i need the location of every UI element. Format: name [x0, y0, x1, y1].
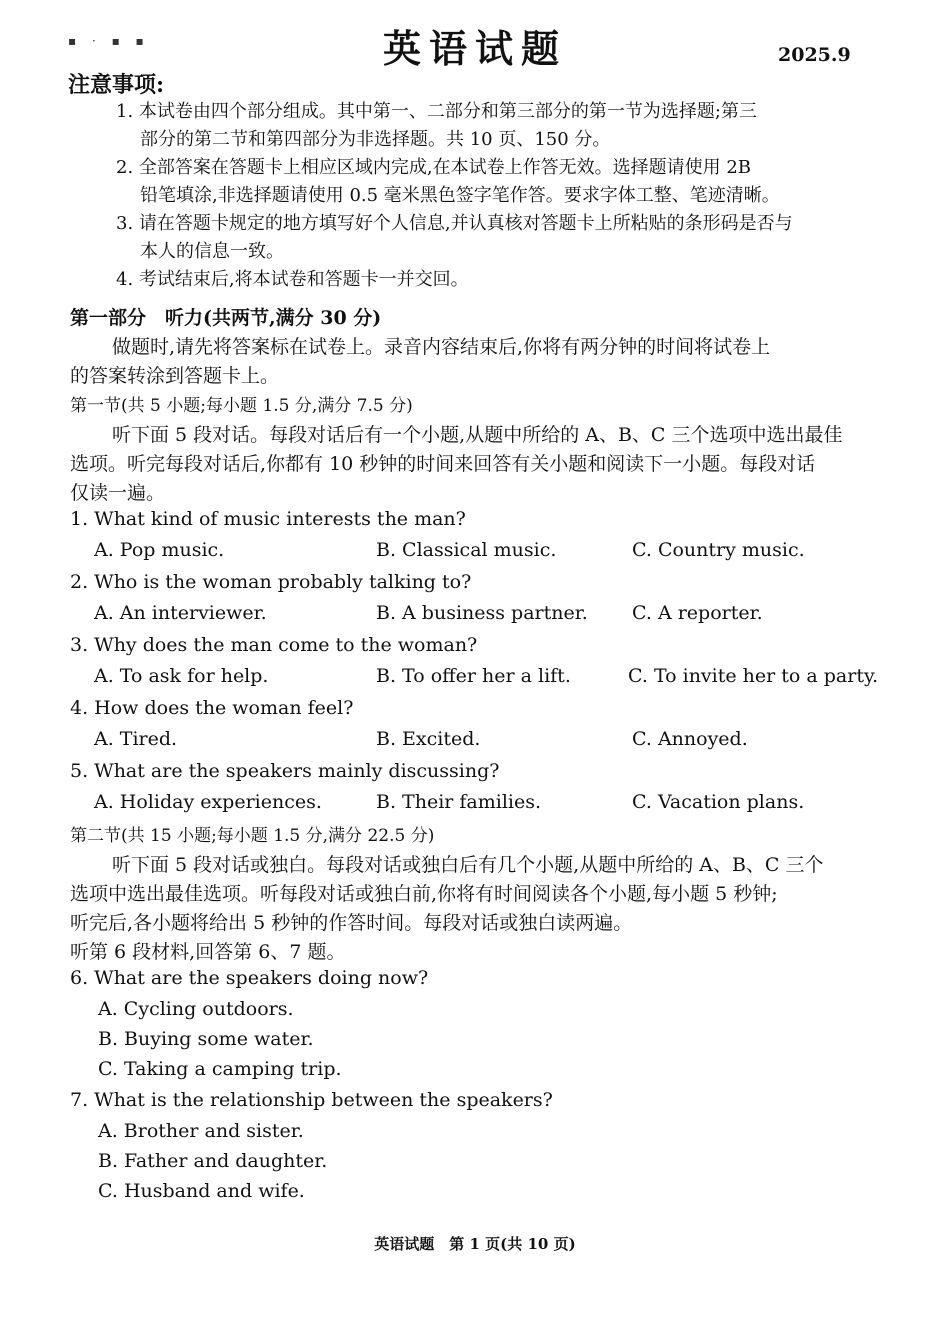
notice-item: 1. 本试卷由四个部分组成。其中第一、二部分和第三部分的第一节为选择题;第三 [116, 101, 757, 122]
exam-date: 2025.9 [778, 44, 851, 66]
section2-heading: 第二节(共 15 小题;每小题 1.5 分,满分 22.5 分) [70, 826, 435, 846]
option-a: A. An interviewer. [94, 602, 267, 624]
option-b: B. Father and daughter. [98, 1150, 328, 1172]
section1-instructions: 仅读一遍。 [70, 482, 166, 504]
section2-instructions: 听完后,各小题将给出 5 秒钟的作答时间。每段对话或独白读两遍。 [70, 912, 633, 934]
question: 7. What is the relationship between the speakers? [70, 1089, 553, 1111]
corner-marks: ▪ · ▪ ▪ [68, 34, 150, 48]
section1-instructions: 选项。听完每段对话后,你都有 10 秒钟的时间来回答有关小题和阅读下一小题。每段对话 [70, 453, 816, 475]
option-c: C. Country music. [632, 539, 805, 561]
option-a: A. Brother and sister. [98, 1120, 304, 1142]
question: 4. How does the woman feel? [70, 697, 354, 719]
question: 5. What are the speakers mainly discussing? [70, 760, 500, 782]
option-b: B. Their families. [376, 791, 542, 813]
option-c: C. To invite her to a party. [628, 665, 879, 687]
option-b: B. Buying some water. [98, 1028, 314, 1050]
section1-heading: 第一节(共 5 小题;每小题 1.5 分,满分 7.5 分) [70, 396, 413, 416]
page-title: 英语试题 [382, 26, 567, 71]
option-c: C. Husband and wife. [98, 1180, 305, 1202]
section2-instructions: 选项中选出最佳选项。听每段对话或独白前,你将有时间阅读各个小题,每小题 5 秒钟; [70, 883, 778, 905]
option-a: A. To ask for help. [94, 665, 269, 687]
notice-item: 3. 请在答题卡规定的地方填写好个人信息,并认真核对答题卡上所粘贴的条形码是否与 [116, 213, 793, 234]
question: 3. Why does the man come to the woman? [70, 634, 478, 656]
option-c: C. Annoyed. [632, 728, 748, 750]
option-b: B. Excited. [376, 728, 481, 750]
notice-item: 4. 考试结束后,将本试卷和答题卡一并交回。 [116, 269, 469, 290]
section1-instructions: 听下面 5 段对话。每段对话后有一个小题,从题中所给的 A、B、C 三个选项中选出最佳 [112, 424, 843, 446]
option-c: C. Taking a camping trip. [98, 1058, 342, 1080]
notice-heading: 注意事项: [68, 72, 165, 98]
option-a: A. Cycling outdoors. [98, 998, 294, 1020]
page-footer: 英语试题 第 1 页(共 10 页) [374, 1235, 576, 1253]
question: 1. What kind of music interests the man? [70, 508, 466, 530]
material-instruction: 听第 6 段材料,回答第 6、7 题。 [70, 941, 346, 963]
option-b: B. A business partner. [376, 602, 588, 624]
part1-intro: 做题时,请先将答案标在试卷上。录音内容结束后,你将有两分钟的时间将试卷上 [112, 336, 771, 358]
option-c: C. Vacation plans. [632, 791, 805, 813]
notice-item: 2. 全部答案在答题卡上相应区域内完成,在本试卷上作答无效。选择题请使用 2B [116, 157, 752, 178]
part1-intro: 的答案转涂到答题卡上。 [70, 365, 280, 387]
question: 6. What are the speakers doing now? [70, 967, 429, 989]
option-c: C. A reporter. [632, 602, 763, 624]
notice-item: 部分的第二节和第四部分为非选择题。共 10 页、150 分。 [140, 129, 611, 150]
option-a: A. Holiday experiences. [94, 791, 322, 813]
notice-item: 铅笔填涂,非选择题请使用 0.5 毫米黑色签字笔作答。要求字体工整、笔迹清晰。 [140, 185, 780, 206]
option-a: A. Pop music. [94, 539, 225, 561]
question: 2. Who is the woman probably talking to? [70, 571, 472, 593]
option-a: A. Tired. [94, 728, 178, 750]
section2-instructions: 听下面 5 段对话或独白。每段对话或独白后有几个小题,从题中所给的 A、B、C 三个 [112, 854, 824, 876]
option-b: B. To offer her a lift. [376, 665, 571, 687]
option-b: B. Classical music. [376, 539, 557, 561]
part1-heading: 第一部分 听力(共两节,满分 30 分) [70, 307, 382, 329]
notice-item: 本人的信息一致。 [140, 241, 284, 262]
